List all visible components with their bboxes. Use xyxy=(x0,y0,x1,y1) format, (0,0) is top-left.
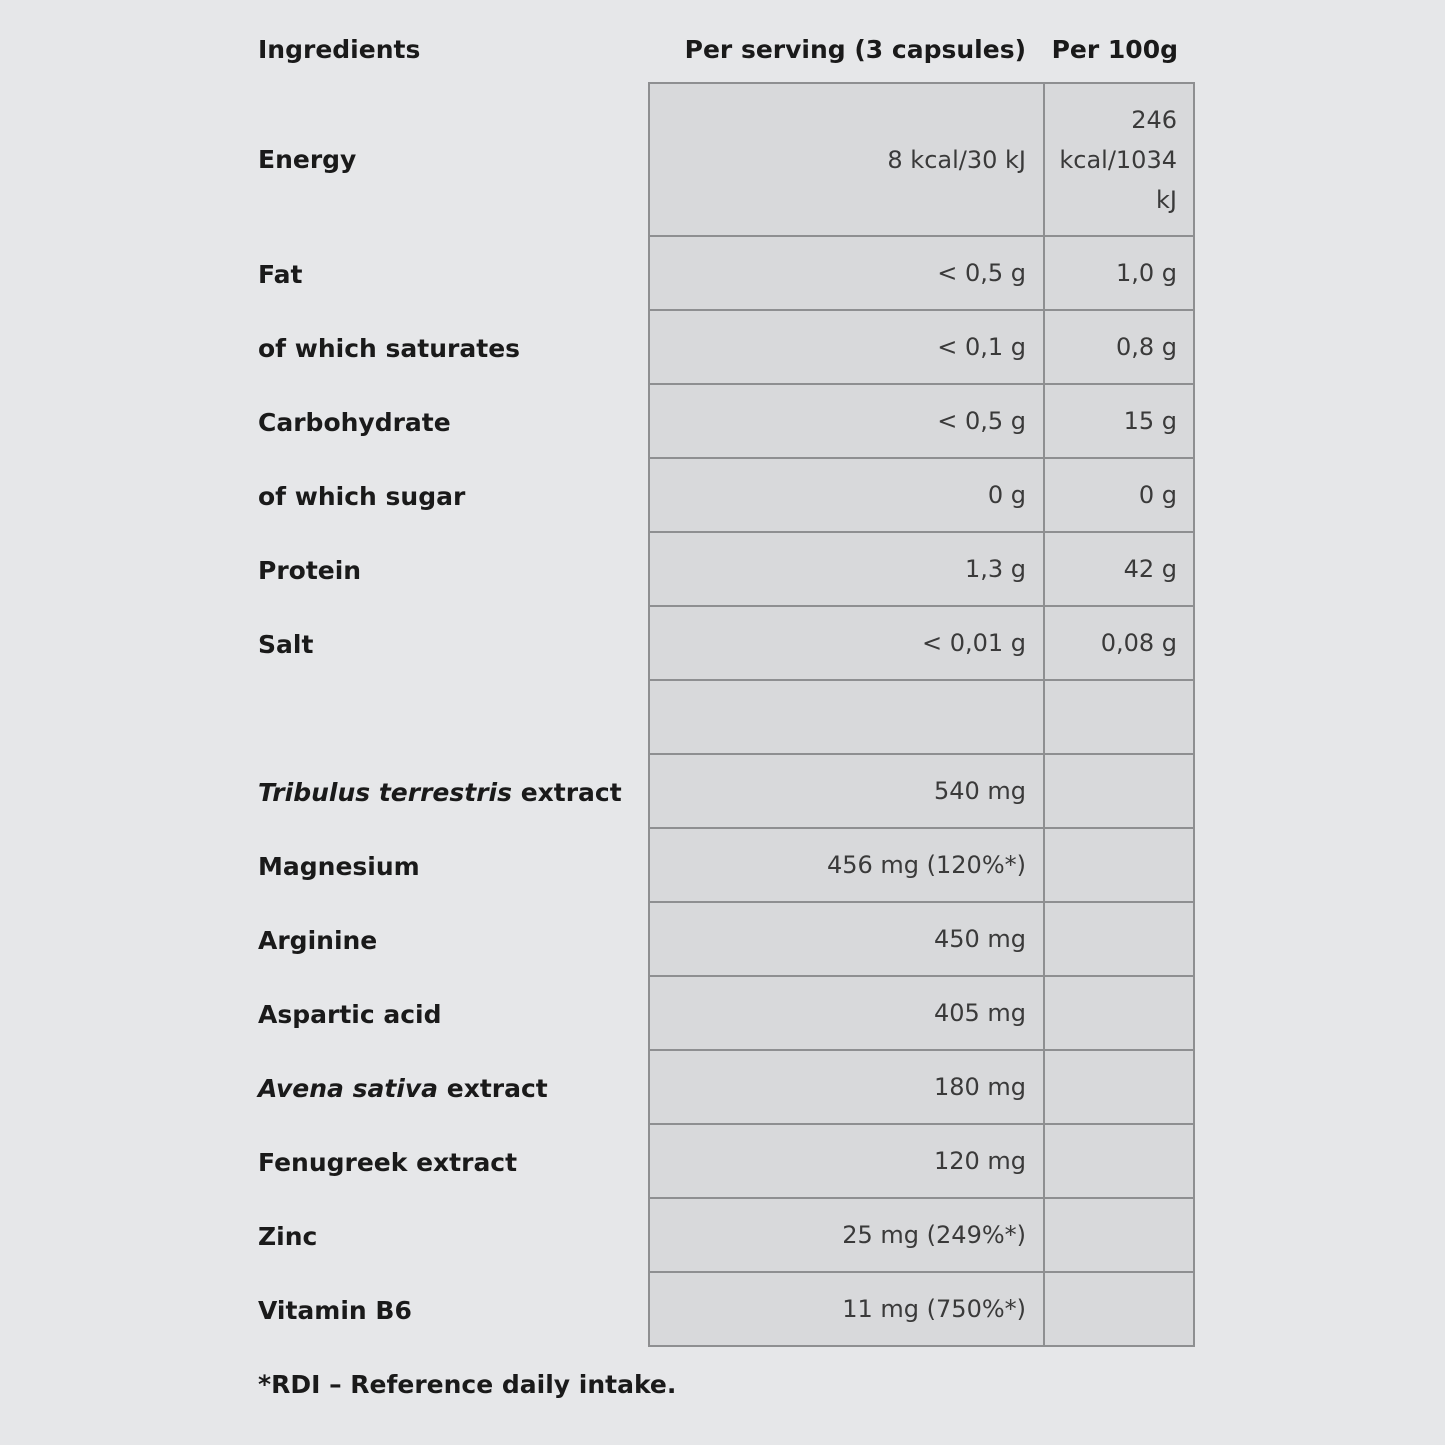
per-serving-value: 25 mg (249%*) xyxy=(648,1199,1043,1273)
per-serving-value: 456 mg (120%*) xyxy=(648,829,1043,903)
row-label: Fenugreek extract xyxy=(258,1147,518,1177)
per-100g-value: 0 g xyxy=(1043,459,1195,533)
table-row xyxy=(258,903,1195,977)
header-ingredients: Ingredients xyxy=(258,34,421,64)
row-label: of which sugar xyxy=(258,481,466,511)
row-label: Zinc xyxy=(258,1221,318,1251)
per-100g-empty xyxy=(1043,977,1195,1051)
row-label: Salt xyxy=(258,629,314,659)
row-label: Arginine xyxy=(258,925,378,955)
table-row xyxy=(258,1125,1195,1199)
per-100g-value: 0,08 g xyxy=(1043,607,1195,681)
table-row xyxy=(258,1199,1195,1273)
per-100g-value xyxy=(1043,82,1195,237)
table-row xyxy=(258,977,1195,1051)
table-row xyxy=(258,533,1195,607)
per-100g-empty xyxy=(1043,1125,1195,1199)
per-100g-empty xyxy=(1043,1273,1195,1347)
table-row xyxy=(258,237,1195,311)
row-label: Vitamin B6 xyxy=(258,1295,412,1325)
per-100g-empty xyxy=(1043,1051,1195,1125)
per-100g-value: 1,0 g xyxy=(1043,237,1195,311)
row-label-italic: Avena sativa xyxy=(258,1073,439,1103)
table-body xyxy=(258,82,1195,1347)
row-label-rest: extract xyxy=(438,1073,548,1103)
row-label xyxy=(258,755,648,829)
per-100g-value: 15 g xyxy=(1043,385,1195,459)
per-100g-empty xyxy=(1043,681,1195,755)
row-label: Fat xyxy=(258,259,303,289)
per-100g-empty xyxy=(1043,1199,1195,1273)
per-serving-value: 180 mg xyxy=(648,1051,1043,1125)
per-serving-value: 405 mg xyxy=(648,977,1043,1051)
per-serving-value: < 0,5 g xyxy=(648,237,1043,311)
per-serving-value: < 0,1 g xyxy=(648,311,1043,385)
per-100g-value: 42 g xyxy=(1043,533,1195,607)
per-serving-value: < 0,01 g xyxy=(648,607,1043,681)
row-label-italic: Tribulus terrestris xyxy=(258,777,512,807)
row-label: Carbohydrate xyxy=(258,407,451,437)
per-100g-empty xyxy=(1043,903,1195,977)
table-row xyxy=(258,1273,1195,1347)
per-100g-value-line: kJ xyxy=(1156,185,1177,214)
per-serving-empty xyxy=(648,681,1043,755)
table-row xyxy=(258,1051,1195,1125)
per-serving-value: 450 mg xyxy=(648,903,1043,977)
row-label xyxy=(258,1051,648,1125)
per-serving-value: 540 mg xyxy=(648,755,1043,829)
table-row xyxy=(258,755,1195,829)
per-100g-value: 0,8 g xyxy=(1043,311,1195,385)
header-per-100g: Per 100g xyxy=(1051,34,1178,64)
per-serving-value: < 0,5 g xyxy=(648,385,1043,459)
table-row xyxy=(258,82,1195,237)
per-serving-value: 11 mg (750%*) xyxy=(648,1273,1043,1347)
table-row xyxy=(258,385,1195,459)
per-serving-value: 120 mg xyxy=(648,1125,1043,1199)
row-label-rest: extract xyxy=(511,777,622,807)
row-label: Magnesium xyxy=(258,851,420,881)
header-per-serving: Per serving (3 capsules) xyxy=(684,34,1026,64)
row-label-empty xyxy=(258,681,648,755)
table-row-spacer xyxy=(258,681,1195,755)
per-serving-value: 1,3 g xyxy=(648,533,1043,607)
per-serving-value: 0 g xyxy=(648,459,1043,533)
table-row xyxy=(258,459,1195,533)
per-100g-value-line: 246 xyxy=(1131,105,1177,134)
row-label: Aspartic acid xyxy=(258,999,442,1029)
row-label: of which saturates xyxy=(258,333,521,363)
table-header xyxy=(258,16,1195,82)
per-100g-value-line: kcal/1034 xyxy=(1059,145,1177,174)
row-label: Protein xyxy=(258,555,362,585)
rdi-footnote: *RDI – Reference daily intake. xyxy=(258,1370,677,1399)
nutrition-table xyxy=(258,16,1195,1347)
table-row xyxy=(258,311,1195,385)
per-100g-empty xyxy=(1043,829,1195,903)
row-label: Energy xyxy=(258,145,357,174)
per-serving-value: 8 kcal/30 kJ xyxy=(648,82,1043,237)
table-row xyxy=(258,829,1195,903)
per-100g-empty xyxy=(1043,755,1195,829)
table-row xyxy=(258,607,1195,681)
